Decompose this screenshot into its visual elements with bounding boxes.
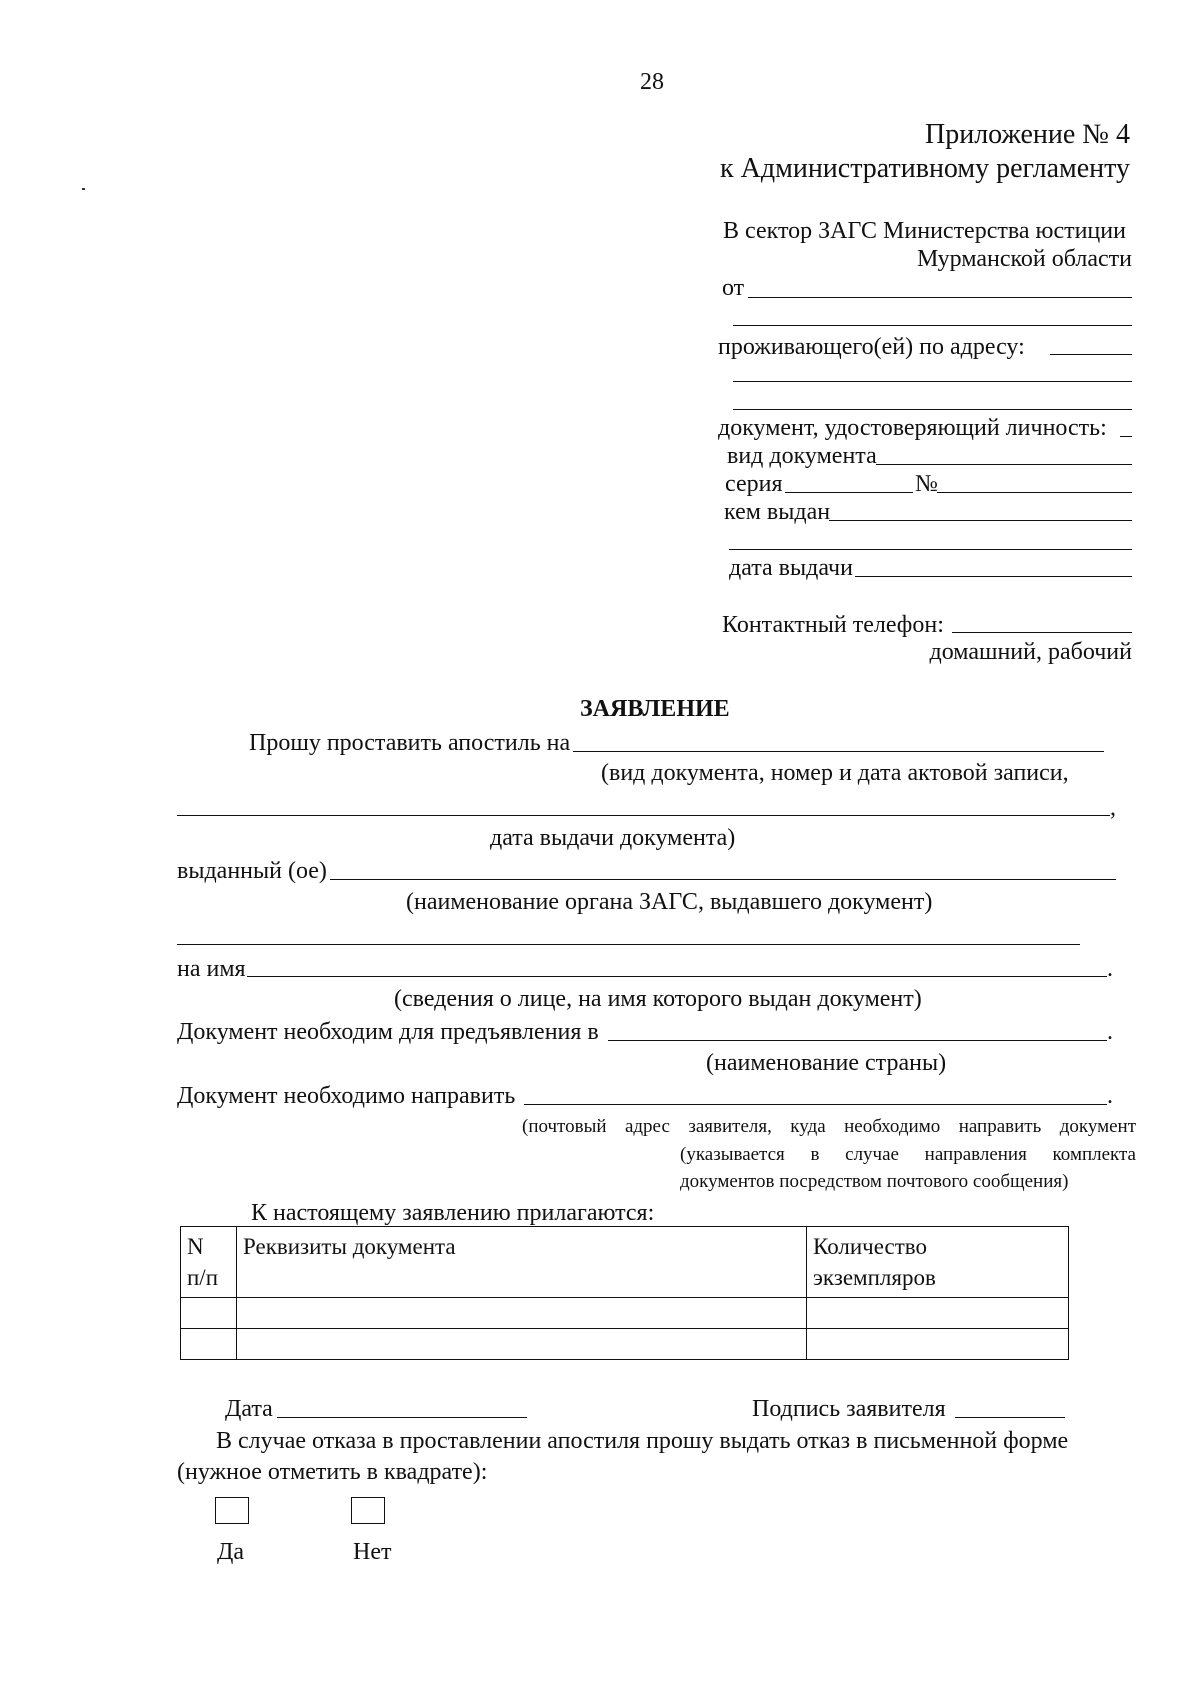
column-header-number-line2: п/п xyxy=(187,1265,219,1290)
request-hint-1: (вид документа, номер и дата актовой записи, xyxy=(601,760,1069,786)
request-hint-2: дата выдачи документа) xyxy=(490,825,736,851)
address-field-line-2[interactable] xyxy=(733,381,1132,382)
yes-label: Да xyxy=(217,1539,245,1565)
table-row xyxy=(181,1329,1069,1360)
scan-speck xyxy=(82,188,85,190)
country-field-line[interactable] xyxy=(608,1040,1107,1041)
name-period: . xyxy=(1107,956,1113,982)
issued-hint: (наименование органа ЗАГС, выдавшего документ) xyxy=(406,889,933,915)
column-header-quantity-line1: Количество xyxy=(813,1234,927,1259)
send-label: Документ необходимо направить xyxy=(177,1083,516,1109)
document-type-label: вид документа xyxy=(727,443,877,469)
phone-hint: домашний, рабочий xyxy=(929,639,1132,665)
table-cell[interactable] xyxy=(181,1329,237,1360)
name-hint: (сведения о лице, на имя которого выдан документ) xyxy=(394,986,922,1012)
phone-field-line[interactable] xyxy=(952,632,1132,633)
signature-label: Подпись заявителя xyxy=(752,1396,946,1422)
refusal-text-line-2: (нужное отметить в квадрате): xyxy=(177,1459,488,1485)
name-label: на имя xyxy=(177,956,246,982)
issued-by-label: кем выдан xyxy=(724,499,831,525)
series-field-line[interactable] xyxy=(785,492,913,493)
send-period: . xyxy=(1107,1083,1113,1109)
column-header-quantity xyxy=(807,1227,1069,1298)
no-label: Нет xyxy=(353,1539,392,1565)
column-header-number-line1: N xyxy=(187,1234,204,1259)
issued-label: выданный (ое) xyxy=(177,858,327,884)
table-cell[interactable] xyxy=(807,1298,1069,1329)
column-header-details: Реквизиты документа xyxy=(237,1227,807,1298)
address-label: проживающего(ей) по адресу: xyxy=(718,334,1025,360)
column-header-number xyxy=(181,1227,237,1298)
country-label: Документ необходим для предъявления в xyxy=(177,1019,599,1045)
table-cell[interactable] xyxy=(237,1298,807,1329)
address-field-line[interactable] xyxy=(1050,354,1132,355)
issue-date-label: дата выдачи xyxy=(729,555,853,581)
issue-date-field-line[interactable] xyxy=(855,576,1132,577)
issued-by-field-line-2[interactable] xyxy=(729,549,1132,550)
table-cell[interactable] xyxy=(237,1329,807,1360)
country-period: . xyxy=(1107,1019,1113,1045)
appendix-title: Приложение № 4 xyxy=(925,119,1130,150)
attachments-table xyxy=(180,1226,1069,1360)
number-field-line[interactable] xyxy=(937,492,1132,493)
from-label: от xyxy=(722,275,745,301)
column-header-quantity-line2: экземпляров xyxy=(813,1265,936,1290)
number-label: № xyxy=(915,471,938,497)
address-field-line-3[interactable] xyxy=(733,409,1132,410)
send-hint-3: документов посредством почтового сообщения) xyxy=(680,1171,1069,1192)
country-hint: (наименование страны) xyxy=(706,1050,947,1076)
issued-by-field-line[interactable] xyxy=(829,520,1132,521)
series-label: серия xyxy=(725,471,783,497)
send-hint-2: (указывается в случае направления комплекта xyxy=(680,1144,1136,1165)
request-comma: , xyxy=(1110,795,1116,821)
refusal-text-line-1: В случае отказа в проставлении апостиля прошу выдать отказ в письменной форме xyxy=(216,1428,1069,1454)
table-row xyxy=(181,1298,1069,1329)
yes-checkbox[interactable] xyxy=(215,1497,249,1524)
phone-label: Контактный телефон: xyxy=(722,612,944,638)
document-title: ЗАЯВЛЕНИЕ xyxy=(580,696,730,722)
table-cell[interactable] xyxy=(807,1329,1069,1360)
table-header-row xyxy=(181,1227,1069,1298)
appendix-subtitle: к Административному регламенту xyxy=(720,153,1130,184)
recipient-line-1: В сектор ЗАГС Министерства юстиции xyxy=(723,218,1126,244)
signature-field-line[interactable] xyxy=(955,1417,1065,1418)
from-field-line[interactable] xyxy=(748,297,1132,298)
send-field-line[interactable] xyxy=(524,1104,1107,1105)
attachments-label: К настоящему заявлению прилагаются: xyxy=(251,1200,655,1226)
no-checkbox[interactable] xyxy=(351,1497,385,1524)
recipient-line-2: Мурманской области xyxy=(916,246,1132,272)
date-label: Дата xyxy=(225,1396,273,1422)
request-label: Прошу проставить апостиль на xyxy=(249,730,571,756)
request-field-line-2[interactable] xyxy=(177,815,1110,816)
table-cell[interactable] xyxy=(181,1298,237,1329)
send-hint-1: (почтовый адрес заявителя, куда необходимо направить документ xyxy=(522,1116,1136,1137)
issued-field-line[interactable] xyxy=(330,879,1116,880)
from-field-line-2[interactable] xyxy=(733,325,1132,326)
id-document-field-line[interactable] xyxy=(1120,436,1132,437)
request-field-line[interactable] xyxy=(573,751,1104,752)
id-document-label: документ, удостоверяющий личность: xyxy=(718,415,1107,441)
document-type-field-line[interactable] xyxy=(876,464,1132,465)
page-number: 28 xyxy=(640,69,664,95)
issued-field-line-2[interactable] xyxy=(177,944,1080,945)
name-field-line[interactable] xyxy=(247,976,1107,977)
date-field-line[interactable] xyxy=(277,1417,527,1418)
